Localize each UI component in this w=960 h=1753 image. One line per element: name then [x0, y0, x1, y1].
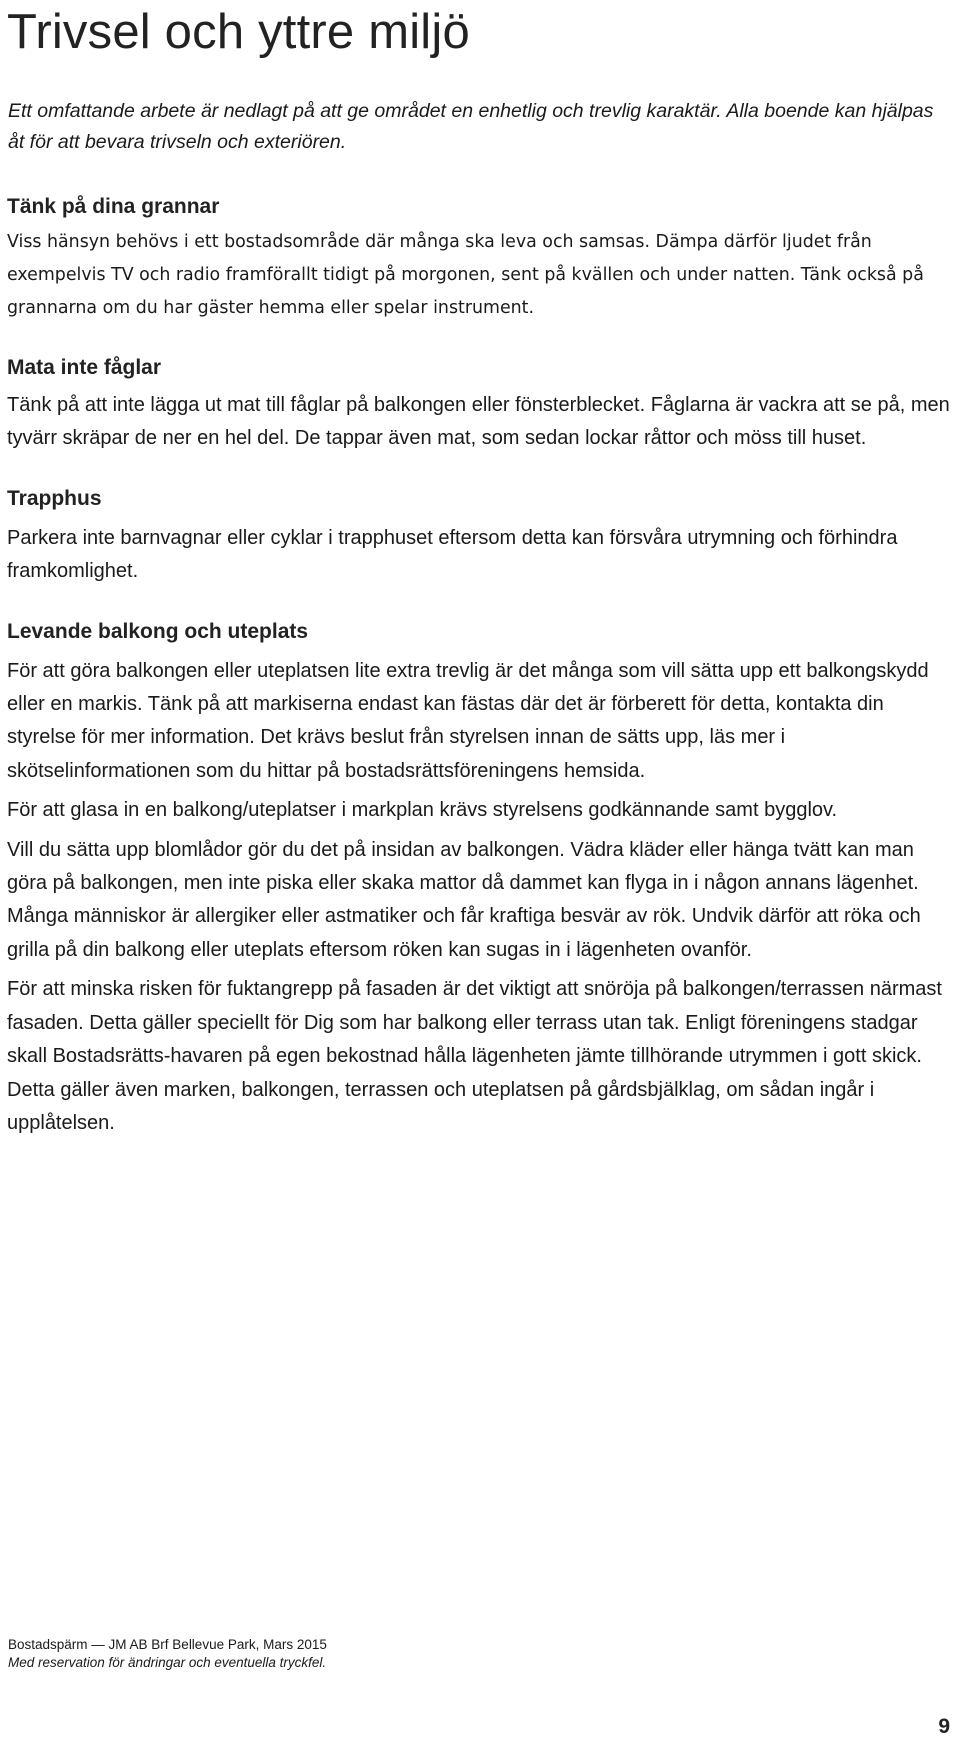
page-number: 9	[938, 1715, 950, 1738]
section-heading: Tänk på dina grannar	[7, 195, 220, 218]
section-paragraph: Vill du sätta upp blomlådor gör du det på insidan av balkongen. Vädra kläder eller hänga tvätt kan man göra på balkongen, men inte piska eller skaka mattor då dammet kan flyga in i någon annans lägenhet. Många människor är allergiker eller astmatiker och får kraftiga besvär av rök. Undvik därför att röka och grilla på din balkong eller uteplats eftersom röken kan sugas in i lägenheten ovanför.	[7, 838, 921, 961]
content	[7, 188, 955, 1140]
section-stairwell	[7, 480, 955, 589]
footer-document-info: Bostadspärm — JM AB Brf Bellevue Park, Mars 2015	[8, 1637, 327, 1652]
section-balcony	[7, 613, 955, 1141]
page-title: Trivsel och yttre miljö	[7, 5, 470, 59]
section-paragraph: För att glasa in en balkong/uteplatser i markplan krävs styrelsens godkännande samt bygglov.	[7, 799, 838, 822]
section-birds	[7, 349, 955, 456]
section-heading: Levande balkong och uteplats	[7, 619, 309, 643]
section-heading: Mata inte fåglar	[7, 356, 162, 379]
intro-text: Ett omfattande arbete är nedlagt på att ge området en enhetlig och trevlig karaktär. Alla boende kan hjälpas åt för att bevara trivseln och exteriören.	[8, 100, 934, 153]
section-heading: Trapphus	[7, 486, 102, 510]
section-paragraph: Viss hänsyn behövs i ett bostadsområde där många ska leva och samsas. Dämpa därför ljudet från exempelvis TV och radio framförallt tidigt på morgonen, sent på kvällen och under natten. Tänk också på grannarna om du har gäster hemma eller spelar instrument.	[7, 232, 924, 318]
section-neighbours	[7, 188, 955, 325]
page-footer	[8, 1636, 327, 1672]
section-paragraph: För att göra balkongen eller uteplatsen lite extra trevlig är det många som vill sätta upp ett balkongskydd eller en markis. Tänk på att markiserna endast kan fästas där det är förberett för detta, kontakta din styrelse för mer information. Det krävs beslut från styrelsen innan de sätts upp, läs mer i skötselinformationen som du hittar på bostadsrättsföreningens hemsida.	[7, 659, 929, 782]
footer-disclaimer: Med reservation för ändringar och eventuella tryckfel.	[8, 1655, 327, 1670]
section-paragraph: Parkera inte barnvagnar eller cyklar i trapphuset eftersom detta kan försvåra utrymning och förhindra framkomlighet.	[7, 526, 898, 583]
section-paragraph: För att minska risken för fuktangrepp på fasaden är det viktigt att snöröja på balkongen/terrassen närmast fasaden. Detta gäller speciellt för Dig som har balkong eller terrass utan tak. Enligt föreningens stadgar skall Bostadsrätts-havaren på egen bekostnad hålla lägenheten jämte tillhörande utrymmen i gott skick. Detta gäller även marken, balkongen, terrassen och uteplatsen på gårdsbjälklag, om sådan ingår i upplåtelsen.	[7, 978, 942, 1134]
section-paragraph: Tänk på att inte lägga ut mat till fåglar på balkongen eller fönsterblecket. Fåglarna är vackra att se på, men tyvärr skräpar de ner en hel del. De tappar även mat, som sedan lockar råttor och möss till huset.	[7, 394, 950, 450]
